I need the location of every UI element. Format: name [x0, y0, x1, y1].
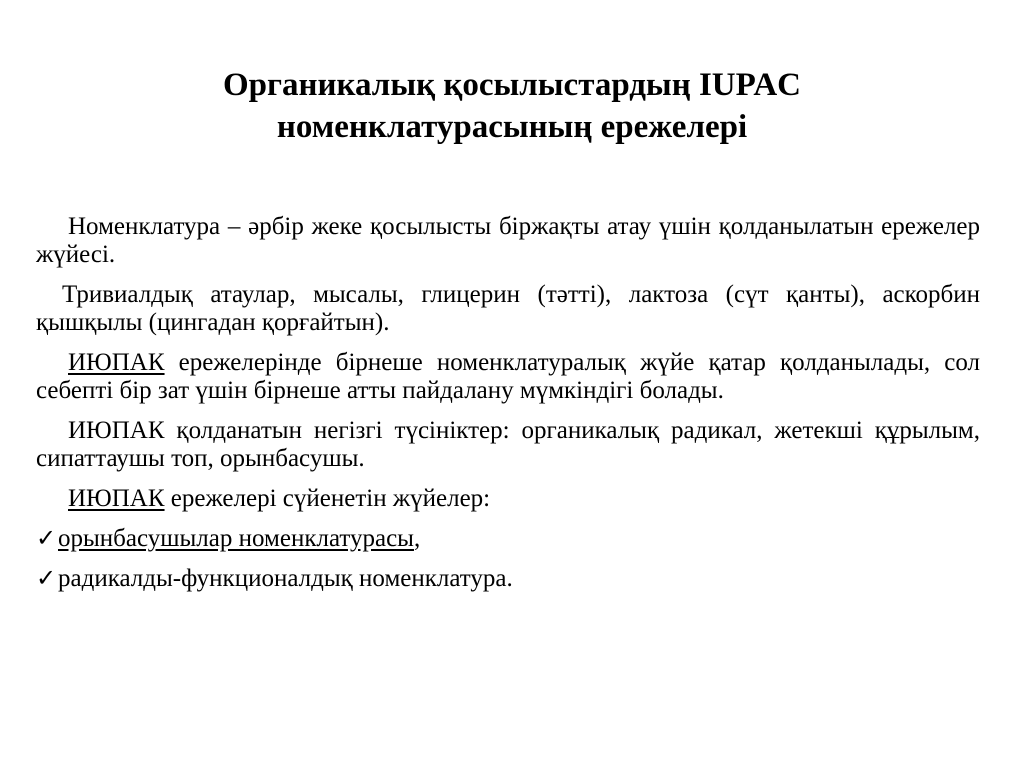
paragraph-text: Номенклатура – әрбір жеке қосылысты біржақты атау үшін қолданылатын ережелер жүйесі.: [36, 213, 980, 268]
slide-body: [36, 213, 980, 605]
paragraph-text: ережелерінде бірнеше номенклатуралық жүйе қатар қолданылады, сол себепті бір зат үшін бірнеше атты пайдалану мүмкіндігі болады.: [36, 349, 980, 404]
checkmark-icon: ✓: [36, 566, 57, 592]
paragraph-systems-intro: [36, 485, 980, 513]
paragraph-text: ережелері сүйенетін жүйелер:: [164, 485, 491, 512]
paragraph-iupac-systems: [36, 349, 980, 405]
paragraph-text: Тривиалдық атаулар, мысалы, глицерин (тәтті), лактоза (сүт қанты), аскорбин қышқылы (цингадан қорғайтын).: [36, 281, 980, 336]
paragraph-trivial-names: [36, 281, 980, 337]
list-item: [36, 525, 980, 553]
checkmark-icon: ✓: [36, 526, 57, 552]
title-line-1: Органикалық қосылыстардың IUPAC: [222, 67, 802, 103]
list-item-text: радикалды-функционалдық номенклатура.: [58, 565, 513, 592]
list-item: [36, 565, 980, 593]
paragraph-text: ИЮПАК қолданатын негізгі түсініктер: органикалық радикал, жетекші құрылым, сипаттаушы топ, орынбасушы.: [36, 417, 980, 472]
paragraph-definition: [36, 213, 980, 269]
slide-title: [60, 64, 964, 148]
list-item-text: орынбасушылар номенклатурасы: [58, 525, 414, 552]
iupac-term: ИЮПАК: [68, 349, 165, 376]
list-item-suffix: ,: [413, 525, 421, 552]
iupac-term: ИЮПАК: [68, 485, 165, 512]
title-line-2: номенклатурасының ережелері: [276, 109, 748, 145]
paragraph-basic-concepts: [36, 417, 980, 473]
